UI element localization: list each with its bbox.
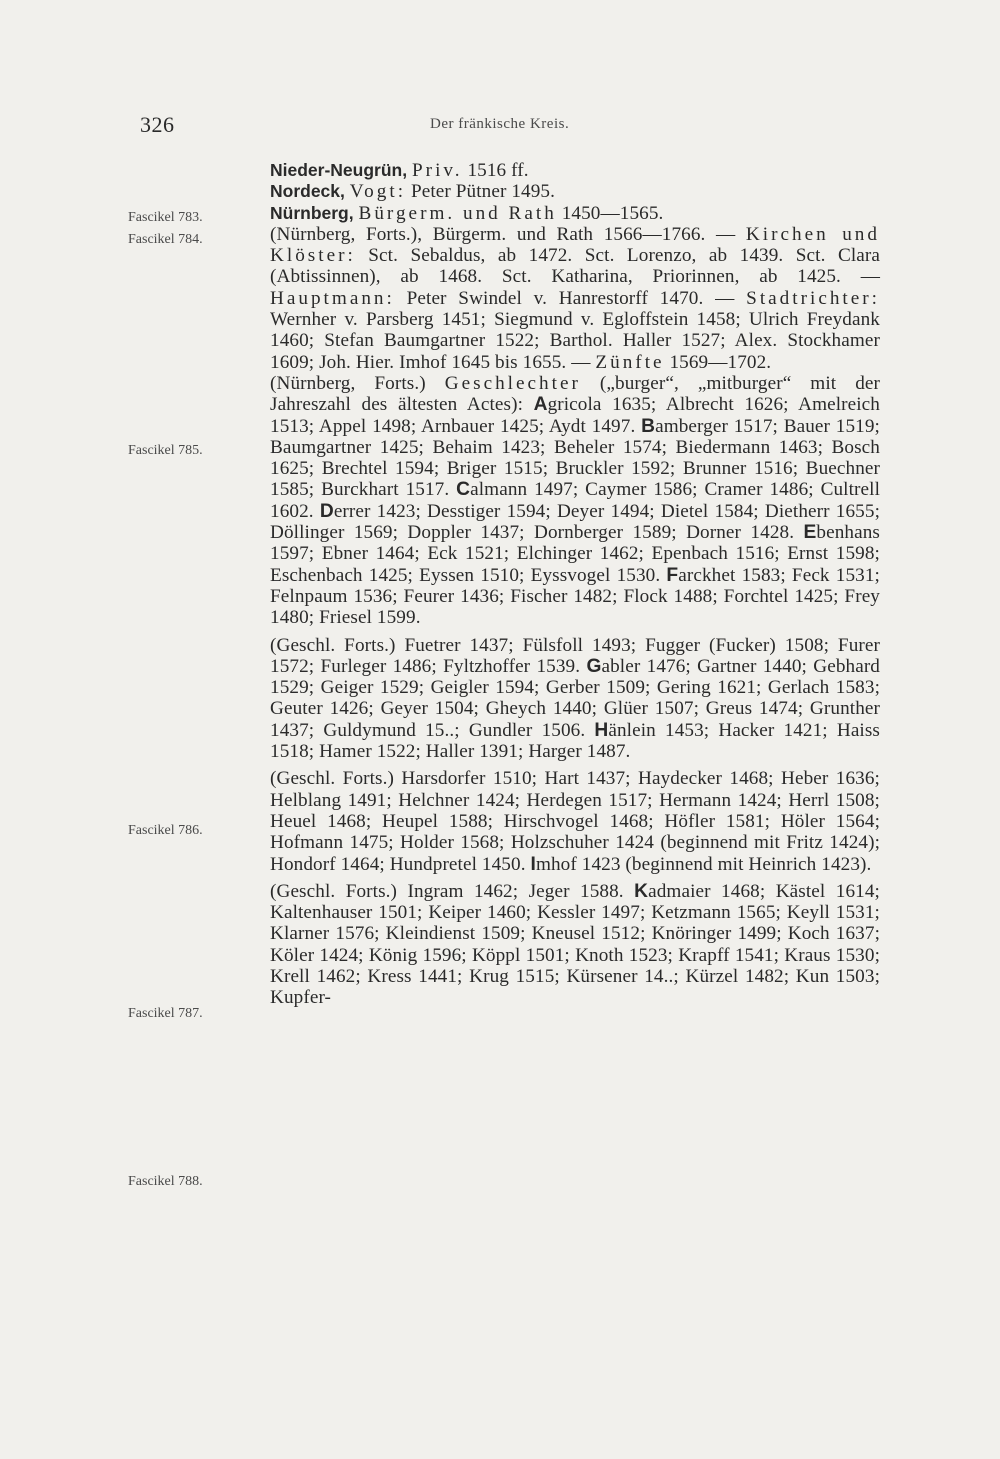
spaced-text: Vogt: xyxy=(349,181,407,203)
page-body xyxy=(270,160,880,1009)
running-title: Der fränkische Kreis. xyxy=(430,116,570,132)
margin-note-fascikel-788: Fascikel 788. xyxy=(128,1174,203,1189)
entry-text: 1450—1565. xyxy=(561,202,664,224)
initial-letter: G xyxy=(586,655,602,677)
initial-letter: H xyxy=(594,719,609,741)
margin-note-fascikel-786: Fascikel 786. xyxy=(128,823,203,838)
initial-letter: E xyxy=(803,522,817,544)
entry-text: Wernher v. Parsberg 1451; Siegmund v. Egloffstein 1458; Ulrich Freydank 1460; Stefan Baumgartner 1522; Barthol. Haller 1527; Alex. Stockhamer 1609; Joh. Hier. Imhof 1645 bis 1655. — xyxy=(270,309,880,373)
spaced-text: Kirchen und Klöster: xyxy=(270,223,880,267)
entry-text: Peter Swindel v. Hanrestorff 1470. — xyxy=(406,287,735,309)
entry-text: amberger 1517; Bauer 1519; Baumgartner 1425; Behaim 1423; Beheler 1574; Biedermann 1463; Bosch 1625; Brechtel 1594; Briger 1515; Bruckler 1592; Brunner 1516; Buechner 1585; Burckhart 1517. xyxy=(270,415,880,501)
entry-text: benhans 1597; Ebner 1464; Eck 1521; Elchinger 1462; Epenbach 1516; Ernst 1598; Eschenbach 1425; Eyssen 1510; Eyssvogel 1530. xyxy=(270,522,880,586)
initial-letter: A xyxy=(533,394,548,416)
entry-nuernberg xyxy=(270,203,880,224)
spaced-text: Stadtrichter: xyxy=(746,287,880,309)
page-header xyxy=(140,112,880,142)
entry-text: („burger“, „mitburger“ mit der Jahreszahl des ältesten Actes): xyxy=(270,372,881,416)
headword: Nürnberg, xyxy=(270,202,354,223)
spaced-text: Zünfte xyxy=(595,351,665,373)
entry-text: Sct. Sebaldus, ab 1472. Sct. Lorenzo, ab 1439. Sct. Clara (Abtissinnen), ab 1468. Sct. Katharina, Priorinnen, ab 1425. — xyxy=(270,245,880,288)
entry-fascikel-788 xyxy=(270,881,880,1009)
entry-nordeck xyxy=(270,181,880,202)
entry-text: admaier 1468; Kästel 1614; Kaltenhauser 1501; Keiper 1460; Kessler 1497; Ketzmann 1565; Keyll 1531; Klarner 1576; Kleindienst 1509; Kneusel 1512; Knöringer 1499; Koch 1637; Köler 1424; König 1596; Köppl 1501; Knoth 1523; Krapff 1541; Kraus 1530; Krell 1462; Kress 1441; Krug 1515; Kürsener 14..; Kürzel 1482; Kun 1503; Kupfer- xyxy=(270,880,880,1009)
entry-text: almann 1497; Caymer 1586; Cramer 1486; Cultrell 1602. xyxy=(270,479,880,522)
entry-fascikel-787 xyxy=(270,768,880,874)
initial-letter: I xyxy=(530,853,536,875)
margin-note-fascikel-785: Fascikel 785. xyxy=(128,443,203,458)
entry-text: (Nürnberg, Forts.) xyxy=(270,372,426,394)
initial-letter: C xyxy=(456,479,471,501)
entry-fascikel-785 xyxy=(270,373,880,629)
spaced-text: Bürgerm. und Rath xyxy=(358,202,557,224)
entry-nieder-neugruen xyxy=(270,160,880,181)
initial-letter: B xyxy=(641,415,656,437)
entry-text: (Geschl. Forts.) Ingram 1462; Jeger 1588. xyxy=(270,880,624,902)
entry-text: (Nürnberg, Forts.), Bürgerm. und Rath 1566—1766. — xyxy=(270,223,736,245)
entry-text: 1569—1702. xyxy=(669,351,772,373)
initial-letter: D xyxy=(319,500,334,522)
headword: Nordeck, xyxy=(270,181,345,202)
spaced-text: Geschlechter xyxy=(444,372,581,394)
margin-note-fascikel-783: Fascikel 783. xyxy=(128,210,203,225)
margin-note-fascikel-784: Fascikel 784. xyxy=(128,232,203,247)
initial-letter: K xyxy=(634,880,649,902)
page-number: 326 xyxy=(140,112,175,137)
entry-text: arckhet 1583; Feck 1531; Felnpaum 1536; Feurer 1436; Fischer 1482; Flock 1488; Forchtel 1425; Frey 1480; Friesel 1599. xyxy=(270,564,880,629)
entry-text: (Geschl. Forts.) Harsdorfer 1510; Hart 1437; Haydecker 1468; Heber 1636; Helblang 1491; Helchner 1424; Herdegen 1517; Hermann 1424; Herrl 1508; Heuel 1468; Heupel 1588; Hirschvogel 1468; Höfler 1581; Höler 1564; Hofmann 1475; Holder 1568; Holzschuher 1424 (beginnend mit Fritz 1424); Hondorf 1464; Hundpretel 1450. xyxy=(270,768,880,875)
initial-letter: F xyxy=(666,564,679,586)
entry-text: gricola 1635; Albrecht 1626; Amelreich 1513; Appel 1498; Arnbauer 1425; Aydt 1497. xyxy=(270,394,880,437)
spaced-text: Priv. xyxy=(412,160,463,181)
spaced-text: Hauptmann: xyxy=(270,287,395,309)
entry-fascikel-786 xyxy=(270,635,880,763)
entry-text: 1516 ff. xyxy=(467,160,529,181)
entry-text: änlein 1453; Hacker 1421; Haiss 1518; Hamer 1522; Haller 1391; Harger 1487. xyxy=(270,719,880,763)
entry-text: mhof 1423 (beginnend mit Heinrich 1423). xyxy=(535,853,872,875)
entry-text: abler 1476; Gartner 1440; Gebhard 1529; Geiger 1529; Geigler 1594; Gerber 1509; Gering 1621; Gerlach 1583; Geuter 1426; Geyer 1504; Gheych 1440; Glüer 1507; Greus 1474; Grunther 1437; Guldymund 15..; Gundler 1506. xyxy=(270,655,881,741)
entry-fascikel-784 xyxy=(270,224,880,373)
entry-text: errer 1423; Desstiger 1594; Deyer 1494; Dietel 1584; Dietherr 1655; Döllinger 1569; Doppler 1437; Dornberger 1589; Dorner 1428. xyxy=(270,500,880,544)
entry-text: Peter Pütner 1495. xyxy=(410,181,556,203)
headword: Nieder-Neugrün, xyxy=(270,160,408,180)
margin-note-fascikel-787: Fascikel 787. xyxy=(128,1006,203,1021)
entry-text: (Geschl. Forts.) Fuetrer 1437; Fülsfoll 1493; Fugger (Fucker) 1508; Furer 1572; Furleger 1486; Fyltzhoffer 1539. xyxy=(270,634,880,677)
